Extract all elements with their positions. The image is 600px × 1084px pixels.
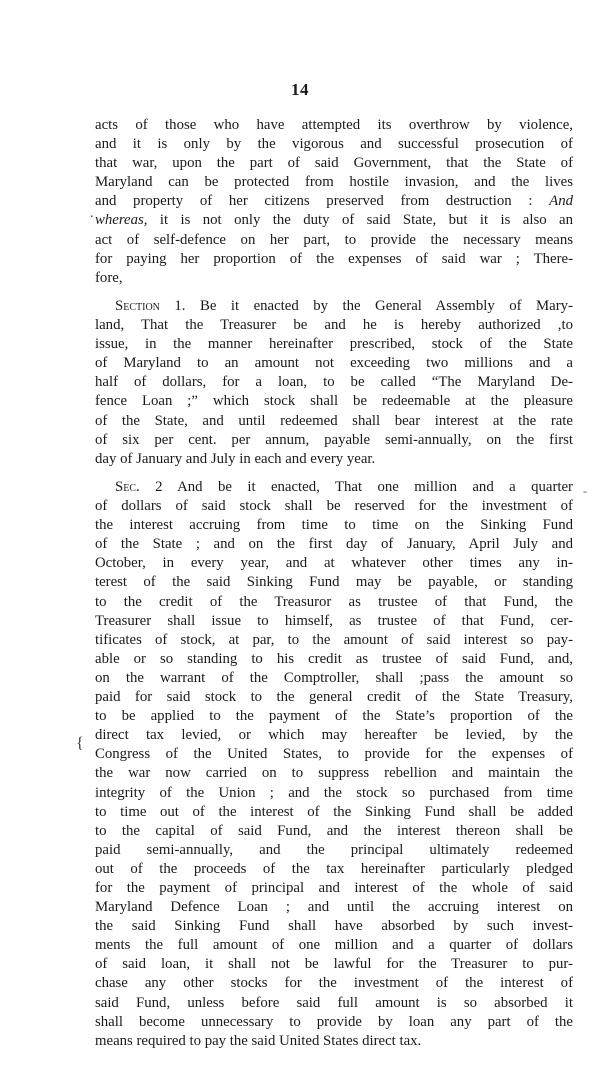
text-line: of dollars of said stock shall be reserved for the investment of <box>95 498 573 515</box>
text-line: direct tax levied, or which may hereafter be levied, by the <box>95 727 573 744</box>
text-line: chase any other stocks for the investment of the interest of <box>95 975 573 992</box>
text-line: Treasurer shall issue to himself, as trustee of that Fund, cer- <box>95 612 573 629</box>
text-line: Maryland can be protected from hostile invasion, and the lives <box>95 174 573 191</box>
emphasis-whereas: whereas, <box>95 212 148 229</box>
text-line: on the warrant of the Comptroller, shall ;pass the amount so <box>95 669 573 686</box>
paragraph-section-2 <box>95 478 573 1051</box>
text-fragment: and property of her citizens preserved from destruction : <box>95 193 533 210</box>
paragraph-section-1 <box>95 297 573 469</box>
text-line <box>95 478 573 497</box>
margin-brace-mark: { <box>76 735 84 752</box>
text-line: for the payment of principal and interest of the whole of said <box>95 879 573 896</box>
text-line: the interest accruing from time to time on the Sinking Fund <box>95 517 573 534</box>
text-line: day of January and July in each and every year. <box>95 450 376 467</box>
text-line: tificates of stock, at par, to the amount of said interest so pay- <box>95 631 573 648</box>
text-line: the war now carried on to suppress rebellion and maintain the <box>95 765 573 782</box>
text-line: said Fund, unless before said full amount is so absorbed it <box>95 994 573 1011</box>
text-fragment: 1. Be it enacted by the General Assembly of Mary- <box>159 298 573 314</box>
text-line: of Maryland to an amount not exceeding two millions and a <box>95 355 573 372</box>
text-line: to the capital of said Fund, and the interest thereon shall be <box>95 822 573 839</box>
text-line: issue, in the manner hereinafter prescribed, stock of the State <box>95 336 573 353</box>
text-fragment: 2 And be it enacted, That one million and a quarter <box>139 479 573 495</box>
text-line: to be applied to the payment of the State’s proportion of the <box>95 708 573 725</box>
text-line: of the State, and until redeemed shall bear interest at the rate <box>95 412 573 429</box>
text-line: Maryland Defence Loan ; and until the accruing interest on <box>95 899 573 916</box>
text-line: of the State ; and on the first day of January, April July and <box>95 536 573 553</box>
text-line: acts of those who have attempted its overthrow by violence, <box>95 117 573 133</box>
text-line: terest of the said Sinking Fund may be payable, or standing <box>95 574 573 591</box>
text-line: that war, upon the part of said Government, that the State of <box>95 155 573 172</box>
text-line: of said loan, it shall not be lawful for the Treasurer to pur- <box>95 956 573 973</box>
text-line: October, in every year, and at whatever other times any in- <box>95 555 573 572</box>
text-line: out of the proceeds of the tax hereinafter particularly pledged <box>95 860 573 877</box>
text-line: means required to pay the said United States direct tax. <box>95 1032 422 1049</box>
stray-mark-tick: - <box>583 484 587 498</box>
text-line: shall become unnecessary to provide by loan any part of the <box>95 1013 573 1030</box>
text-line: paid semi-annually, and the principal ultimately redeemed <box>95 841 573 858</box>
text-line: to time out of the interest of the Sinking Fund shall be added <box>95 803 573 820</box>
section-label: Section <box>115 298 160 314</box>
text-line: for paying her proportion of the expenses of said war ; There- <box>95 250 573 267</box>
stray-mark-dot: . <box>90 206 94 221</box>
text-line <box>95 192 573 211</box>
text-line <box>95 297 573 316</box>
text-line: ments the full amount of one million and a quarter of dollars <box>95 937 573 954</box>
text-line: Congress of the United States, to provide for the expenses of <box>95 746 573 763</box>
text-line: fore, <box>95 269 123 286</box>
text-line: half of dollars, for a loan, to be called “The Maryland De- <box>95 374 573 391</box>
page-number: 14 <box>291 80 309 99</box>
text-line: to the credit of the Treasuror as trustee of that Fund, the <box>95 593 573 610</box>
section-label: Sec. <box>115 479 140 495</box>
text-line: act of self-defence on her part, to provide the necessary means <box>95 231 573 248</box>
text-line: and it is only by the vigorous and successful prosecution of <box>95 136 573 153</box>
text-line: able or so standing to his credit as trustee of said Fund, and, <box>95 650 573 667</box>
text-line: of six per cent. per annum, payable semi-annually, on the first <box>95 431 573 448</box>
text-line: land, That the Treasurer be and he is hereby authorized ,to <box>95 317 573 334</box>
text-line <box>95 211 573 230</box>
text-line: fence Loan ;” which stock shall be redeemable at the pleasure <box>95 393 573 410</box>
emphasis-and: And <box>549 193 573 210</box>
text-line: paid for said stock to the general credit of the State Treasury, <box>95 689 573 706</box>
text-fragment: it is not only the duty of said State, but it is also an <box>147 212 573 229</box>
text-line: the said Sinking Fund shall have absorbed by such invest- <box>95 918 573 935</box>
paragraph-preamble <box>95 116 573 288</box>
text-line: integrity of the Union ; and the stock so purchased from time <box>95 784 573 801</box>
